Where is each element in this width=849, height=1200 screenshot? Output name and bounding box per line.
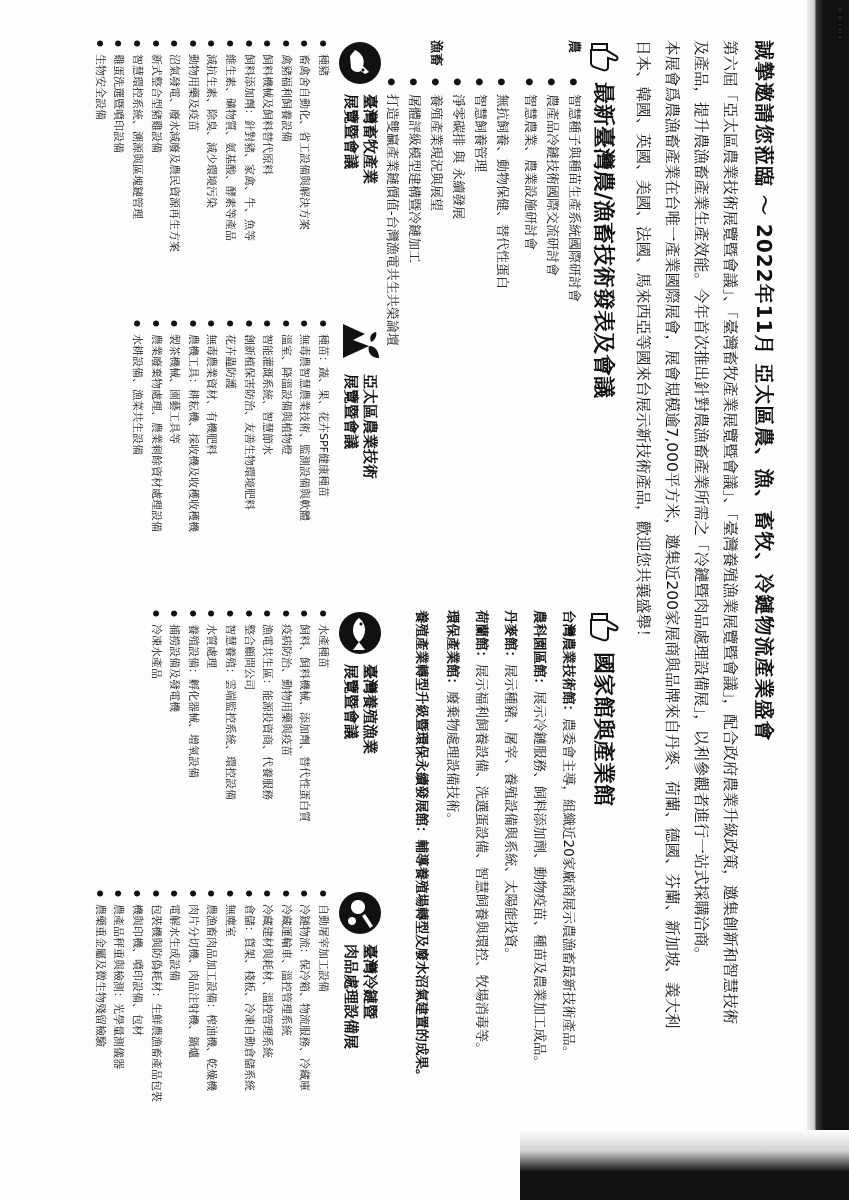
pavilion-heading [588, 610, 622, 1170]
category-label: 農 [566, 40, 581, 54]
intro-line: 日本、韓國、英國、美國、法國、馬來西亞等國來台展示新技術產品，歡迎您共襄盛舉！ [634, 40, 652, 645]
list-item: ● 整合顧問公司 [239, 610, 258, 870]
exhibit-list [90, 890, 332, 1160]
list-item: ● 沼氣發電、廢水減廢及農民資源再生方案 [165, 40, 184, 300]
topic-list [446, 78, 512, 289]
pavilion-heading-text: 國家館與產業館 [590, 652, 616, 807]
coldchain-logo-icon [337, 890, 383, 936]
list-item: ● 機與印機、噴印設備、包材 [127, 890, 146, 1160]
list-item: ● 生物安全設備 [90, 40, 109, 300]
list-item: ● 養殖產業現況與展望 [424, 78, 446, 346]
symposium-heading [588, 40, 622, 480]
list-item: ● 維生素、礦物質、氨基酸、酵素等產品 [220, 40, 239, 300]
list-item: ● 無塵室 [220, 890, 239, 1160]
symposium-heading-text: 最新臺灣農/漁畜技術發表及會議 [590, 82, 616, 399]
category-label: 漁畜 [428, 40, 443, 67]
pavilion-list [437, 610, 582, 1170]
exhibit-list [127, 320, 332, 590]
list-item: ● 淨零碳排 與 永續發展 [446, 78, 468, 289]
topic-list [380, 78, 446, 346]
list-item: ● 屠體評級模型建構暨冷鏈加工 [402, 78, 424, 346]
list-item: ● 無抗飼養、動物保健、替代性蛋白 [490, 78, 512, 289]
list-item: ● 包裝機與防偽耗材：生鮮農漁畜產品包裝 [146, 890, 165, 1160]
list-item: ● 農產品秤重與檢測：光學量測儀器 [109, 890, 128, 1160]
pavilion-desc: 農委會主導，組織近20家廠商展示農漁畜最新技術產品。 [560, 718, 576, 1060]
intro-line: 本展會爲農漁畜產業在台唯一產業國際展會，展會規模逾7,000平方米，邀集近200家展商與品牌來自丹麥、荷蘭、德國、芬蘭、新加坡、義大利 [663, 40, 681, 1029]
scan-noise: ·· ·· · ·· · [835, 8, 844, 39]
exhibition-title: 臺灣畜牧產業 展覽暨會議 [342, 94, 379, 185]
pavilion-item [466, 610, 495, 1170]
list-item: ● 水質處理 [202, 610, 221, 870]
list-item: ● 農業廢棄物處理、農業剩餘資材處理設備 [146, 320, 165, 590]
pavilion-item [437, 610, 466, 1170]
list-item: ● 電解水生成設備 [165, 890, 184, 1160]
list-item: ● 捕撈設備及發電機 [165, 610, 184, 870]
thumbs-up-icon [588, 40, 622, 74]
list-item: ● 疫病防治、動物用藥與疫苗 [276, 610, 295, 870]
list-item: ● 水產種苗 [313, 610, 332, 870]
list-item: ● 農藥重金屬及微生物殘留檢驗 [90, 890, 109, 1160]
intro-paragraph [628, 40, 744, 1160]
pavilion-desc: 展示種豬、屠宰、養殖設備與系統、太陽能投資。 [502, 664, 518, 961]
aquaculture-logo-icon [337, 610, 383, 656]
pavilion-desc: 展示福利飼養設備、洗選蛋設備、智慧飼養與環控、牧場消毒等。 [473, 664, 489, 1056]
exhibition-header [332, 40, 388, 300]
list-item: ● 智慧環控系統、溯源與區塊鏈管理 [127, 40, 146, 300]
thumbs-up-icon [588, 610, 622, 644]
scan-dark-edge [807, 0, 849, 1200]
livestock-logo-icon [337, 40, 383, 86]
list-item: ● 農機工具：耕耘機、採收機及收穫收穫機 [183, 320, 202, 590]
list-item: ● 製茶機械、園藝工具等 [165, 320, 184, 590]
list-item: ● 畜禽舍自動化、省工設備與解決方案 [295, 40, 314, 300]
list-item: ● 禽豬福利飼養設備 [276, 40, 295, 300]
pavilion-item [553, 610, 582, 1170]
list-item: ● 新式整合型豬雞設備 [146, 40, 165, 300]
list-item: ● 減抗生素、除臭、減少環境污染 [202, 40, 221, 300]
symposium-topics [380, 40, 584, 480]
list-item: ● 打造雙贏產業鏈價值-台灣漁電共生共榮論壇 [380, 78, 402, 346]
closing-note: 養殖產業轉型升級暨環保永續發展館：輔導養殖場轉型及廢水沼氣建置的成果。 [413, 610, 429, 1083]
pavilion-name: 丹麥館： [502, 610, 518, 664]
intro-line: 及產品，提升農漁畜產業生產效能。今年首次推出針對農漁畜產業所需之「冷鏈暨肉品處理設備展」，以利參觀者進行一站式採購洽商。 [692, 40, 710, 963]
intro-line: 第六屆「亞太區農業技術展覽暨會議」、「臺灣畜牧產業展覽暨會議」、「臺灣養殖漁業展覽暨會議」，配合政府農業升級政策，邀集創新和智慧技術 [721, 40, 739, 1025]
exhibit-list [146, 610, 332, 870]
pavilion-section [413, 610, 622, 1170]
exhibition-title: 臺灣冷鏈暨 肉品處理設備展 [342, 944, 379, 1050]
list-item: ● 農漁畜肉品加工設備：榨油機、乾燥機 [202, 890, 221, 1160]
list-item: ● 智慧養殖：雲端監控系統、環控設備 [220, 610, 239, 870]
list-item: ● 智慧種子與種苗生產系統國際研討會 [562, 78, 584, 302]
list-item: ● 水耕設備、漁菜共生設備 [127, 320, 146, 590]
pavilion-name: 荷蘭館： [473, 610, 489, 664]
exhibition-title: 臺灣養殖漁業 展覽暨會議 [342, 664, 379, 755]
exhibition-title: 亞太區農業技術 展覽暨會議 [342, 374, 379, 480]
flyer-title: 誠摯邀請您蒞臨 ～ 2022年11月 亞太區農、漁、畜牧、冷鏈物流產業盛會 [752, 40, 776, 742]
pavilion-item [495, 610, 524, 1170]
list-item: ● 花卉蟲防護 [220, 320, 239, 590]
list-item: ● 倉儲：貨架、棧板、冷凍自動倉儲系統 [239, 890, 258, 1160]
list-item: ● 自動屠宰加工設備 [313, 890, 332, 1160]
list-item: ● 創新植保害防治、友善生物環境肥料 [239, 320, 258, 590]
topic-list [518, 78, 584, 302]
list-item: ● 智慧飼養管理 [468, 78, 490, 289]
list-item: ● 無毒農業資材、有機肥料 [202, 320, 221, 590]
list-item: ● 養殖設備：孵化器械、增氧設備 [183, 610, 202, 870]
pavilion-desc: 廢棄物處理設備技術。 [444, 691, 460, 826]
pavilion-name: 台灣農業技術館： [560, 610, 576, 718]
list-item: ● 動物用藥及疫苗 [183, 40, 202, 300]
list-item: ● 溫室、降溫設備與植物燈 [276, 320, 295, 590]
list-item: ● 飼料機械及飼料替代原料 [258, 40, 277, 300]
fishery-topics [380, 40, 446, 480]
list-item: ● 種豬 [313, 40, 332, 300]
pavilion-name: 環保產業館： [444, 610, 460, 691]
list-item: ● 飼料、飼料機械、添加劑、替代性蛋白質 [295, 610, 314, 870]
list-item: ● 冷凍水產品 [146, 610, 165, 870]
exhibit-list [90, 40, 332, 300]
list-item: ● 飼料添加劑：針對豬、家禽、牛、魚等 [239, 40, 258, 300]
pavilion-item [524, 610, 553, 1170]
exhibition-header [332, 610, 388, 870]
symposium-section [380, 40, 622, 480]
exhibition-aquaculture [146, 610, 388, 870]
livestock-topics [446, 40, 512, 480]
exhibition-header [332, 890, 388, 1160]
list-item: ● 冷藏運輸車、溫控管理系統 [276, 890, 295, 1160]
agriculture-topics [518, 40, 584, 480]
list-item: ● 無毒農智慧農業技術、監測設備與軟體 [295, 320, 314, 590]
list-item: ● 農產品冷鏈技術國際交流研討會 [540, 78, 562, 302]
list-item: ● 智慧農業、農業設施研討會 [518, 78, 540, 302]
list-item: ● 雞蛋洗選暨噴印設備 [109, 40, 128, 300]
exhibition-livestock [90, 40, 388, 300]
list-item: ● 種苗：蔬、果、花卉SPF健康種苗 [313, 320, 332, 590]
agritech-logo-icon [337, 320, 383, 366]
exhibition-header [332, 320, 388, 590]
exhibition-agritech [127, 320, 388, 590]
list-item: ● 肉片分切機、肉品注射機、鍋爐 [183, 890, 202, 1160]
exhibition-coldchain [90, 890, 388, 1160]
list-item: ● 智能灌溉系統、智慧節水 [258, 320, 277, 590]
list-item: ● 冷鏈物流：保冷箱、物流服務、冷藏庫 [295, 890, 314, 1160]
pavilion-name: 農科園區館： [531, 610, 547, 691]
list-item: ● 漁電共生區：能源投資商、代養服務 [258, 610, 277, 870]
pavilion-desc: 展示冷鏈服務、飼料添加劑、動物疫苗、種苗及農業加工成品。 [531, 691, 547, 1069]
list-item: ● 冷藏建材與耗材、溫控管理系統 [258, 890, 277, 1160]
